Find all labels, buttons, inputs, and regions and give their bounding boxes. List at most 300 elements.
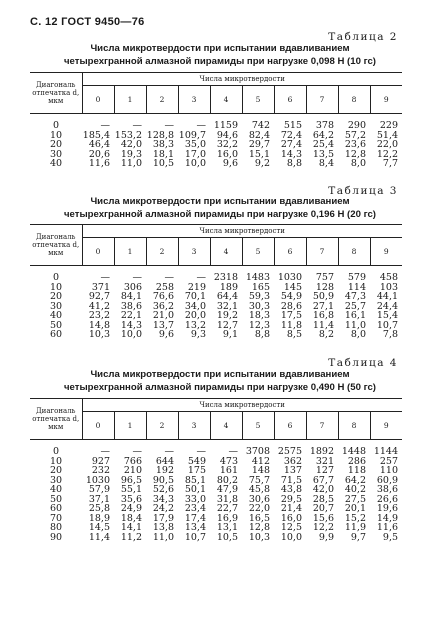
value-cell: 26,6 (376, 493, 399, 505)
diagonal-cell: 60 (49, 503, 63, 514)
value-cell: 17,9 (152, 512, 174, 524)
diagonal-cell: 0 (52, 120, 60, 131)
value-cell: 9,1 (222, 329, 238, 340)
value-cell: 137 (283, 465, 302, 476)
column-header: 3 (178, 238, 210, 266)
group-header: Числа микротвердости (82, 399, 402, 412)
value-cell: 766 (123, 455, 142, 467)
value-cell: 12,5 (280, 522, 302, 533)
value-cell: 16,0 (216, 148, 238, 160)
value-cell: 15,1 (248, 148, 270, 160)
microhardness-table-3 (30, 224, 402, 340)
value-cell: 10,3 (248, 531, 270, 543)
value-cell: 22,7 (216, 503, 238, 514)
value-cell: 27,5 (344, 493, 366, 505)
value-cell: 24,4 (376, 300, 399, 312)
table-3-label: Таблица 3 (328, 185, 398, 197)
value-cell: 14,3 (280, 148, 302, 160)
value-cell: 127 (315, 465, 334, 476)
value-cell: 757 (315, 272, 334, 283)
column-header: 1 (114, 86, 146, 114)
value-cell: 362 (283, 455, 302, 467)
value-cell: 128,8 (146, 129, 174, 141)
value-cell: 549 (187, 455, 206, 467)
value-cell: 7,7 (382, 158, 399, 169)
value-cell: 192 (155, 465, 174, 476)
value-cell: 92,7 (88, 291, 110, 302)
value-cell: 14,3 (120, 319, 142, 331)
value-cell: 12,8 (344, 148, 366, 160)
value-cell: 64,2 (344, 474, 366, 486)
value-cell: 13,4 (184, 522, 206, 533)
value-cell: 14,5 (88, 522, 110, 533)
value-cell: 11,0 (344, 319, 366, 331)
diagonal-cell: 20 (49, 465, 63, 476)
value-cell: 12,7 (216, 319, 238, 331)
value-cell: 8,4 (318, 158, 334, 169)
table-2-title-line1: Числа микротвердости при испытании вдавливанием (90, 43, 350, 54)
column-header: 2 (146, 238, 178, 266)
value-cell: 257 (379, 455, 399, 467)
diagonal-cell: 10 (49, 281, 63, 293)
value-cell: 8,5 (286, 329, 302, 340)
value-cell: 15,2 (344, 512, 366, 524)
value-cell: 24,2 (152, 503, 174, 514)
value-cell: 10,5 (216, 531, 238, 543)
value-cell: 60,9 (376, 474, 399, 486)
column-header: 4 (210, 86, 242, 114)
value-cell: — (132, 272, 142, 283)
value-cell: 51,4 (376, 129, 399, 141)
column-header: 1 (114, 238, 146, 266)
value-cell: 742 (251, 120, 270, 131)
value-cell: 71,5 (280, 474, 302, 486)
value-cell: 219 (187, 281, 206, 293)
value-cell: 67,7 (312, 474, 334, 486)
value-cell: — (164, 446, 174, 457)
value-cell: 229 (379, 120, 399, 131)
value-cell: 3708 (245, 446, 270, 457)
value-cell: 11,4 (312, 319, 334, 331)
value-cell: 7,8 (382, 329, 399, 340)
value-cell: 321 (315, 455, 334, 467)
value-cell: 9,3 (190, 329, 206, 340)
value-cell: 10,0 (184, 158, 206, 169)
diagonal-cell: 10 (49, 129, 63, 141)
value-cell: 38,3 (152, 139, 174, 150)
value-cell: 22,1 (120, 310, 142, 321)
diagonal-cell: 10 (49, 455, 63, 467)
diagonal-cell: 70 (49, 512, 63, 524)
table-row (30, 533, 402, 543)
value-cell: — (164, 120, 174, 131)
value-cell: — (228, 446, 238, 457)
value-cell: 34,0 (184, 300, 206, 312)
value-cell: 114 (347, 281, 366, 293)
table-2-title-line2: четырехгранной алмазной пирамиды при нагрузке 0,098 Н (10 гс) (63, 56, 376, 67)
table-row (30, 523, 402, 533)
value-cell: 10,5 (152, 158, 174, 169)
value-cell: 175 (187, 465, 206, 476)
value-cell: 110 (379, 465, 399, 476)
value-cell: 118 (347, 465, 366, 476)
value-cell: 16,9 (216, 512, 238, 524)
column-header: 8 (338, 412, 370, 440)
diagonal-cell: 40 (49, 484, 63, 495)
column-header: 6 (274, 238, 306, 266)
value-cell: 30,6 (248, 493, 270, 505)
value-cell: 47,3 (344, 291, 366, 302)
column-header: 3 (178, 86, 210, 114)
value-cell: 37,1 (88, 493, 110, 505)
table-row (30, 457, 402, 467)
value-cell: 38,6 (376, 484, 399, 495)
value-cell: 10,3 (88, 329, 110, 340)
diagonal-cell: 30 (49, 474, 63, 486)
value-cell: 189 (219, 281, 238, 293)
value-cell: 11,0 (120, 158, 142, 169)
column-header: 3 (178, 412, 210, 440)
value-cell: 15,4 (376, 310, 399, 321)
column-header: 7 (306, 412, 338, 440)
column-header: 2 (146, 86, 178, 114)
table-row (30, 273, 402, 283)
value-cell: 23,6 (344, 139, 366, 150)
value-cell: 14,8 (88, 319, 110, 331)
diagonal-cell: 60 (49, 329, 63, 340)
value-cell: 22,0 (376, 139, 399, 150)
value-cell: 27,4 (280, 139, 302, 150)
value-cell: 473 (219, 455, 238, 467)
value-cell: — (132, 120, 142, 131)
value-cell: 10,7 (376, 319, 399, 331)
value-cell: 41,2 (88, 300, 110, 312)
value-cell: — (196, 446, 206, 457)
value-cell: 18,4 (120, 512, 142, 524)
column-header: 4 (210, 412, 242, 440)
value-cell: 371 (91, 281, 110, 293)
value-cell: 29,7 (248, 139, 270, 150)
value-cell: 70,1 (184, 291, 206, 302)
value-cell: 45,8 (248, 484, 270, 495)
value-cell: — (100, 272, 110, 283)
group-header: Числа микротвердости (82, 225, 402, 238)
table-3-title-line2: четырехгранной алмазной пирамиды при нагрузке 0,196 Н (20 гс) (63, 209, 376, 220)
value-cell: 42,0 (312, 484, 334, 495)
value-cell: 80,2 (216, 474, 238, 486)
value-cell: 2318 (213, 272, 238, 283)
column-header: 8 (338, 238, 370, 266)
diagonal-cell: 40 (49, 158, 63, 169)
value-cell: 14,9 (376, 512, 399, 524)
value-cell: 19,3 (120, 148, 142, 160)
diagonal-cell: 90 (49, 531, 63, 543)
diagonal-cell: 30 (49, 300, 63, 312)
value-cell: 36,2 (152, 300, 174, 312)
value-cell: 8,8 (254, 329, 270, 340)
value-cell: 28,5 (312, 493, 334, 505)
value-cell: 75,7 (248, 474, 270, 486)
value-cell: 57,9 (88, 484, 110, 495)
value-cell: 185,4 (82, 129, 110, 141)
value-cell: 20,7 (312, 503, 334, 514)
column-header: 6 (274, 86, 306, 114)
value-cell: 12,8 (248, 522, 270, 533)
value-cell: 46,4 (88, 139, 110, 150)
column-header: 0 (82, 238, 114, 266)
row-header: Диагональ отпечатка d, мкм (30, 225, 82, 266)
value-cell: 55,1 (120, 484, 142, 495)
value-cell: 14,1 (120, 522, 142, 533)
value-cell: 34,3 (152, 493, 174, 505)
value-cell: 32,1 (216, 300, 238, 312)
diagonal-cell: 20 (49, 139, 63, 150)
value-cell: 82,4 (248, 129, 270, 141)
value-cell: 33,0 (184, 493, 206, 505)
row-header: Диагональ отпечатка d, мкм (30, 399, 82, 440)
page-header: С. 12 ГОСТ 9450—76 (30, 16, 145, 28)
diagonal-cell: 0 (52, 272, 60, 283)
value-cell: 90,5 (152, 474, 174, 486)
value-cell: 1144 (373, 446, 399, 457)
value-cell: 458 (379, 272, 399, 283)
table-row (30, 321, 402, 331)
diagonal-cell: 20 (49, 291, 63, 302)
value-cell: 9,2 (254, 158, 270, 169)
value-cell: 21,0 (152, 310, 174, 321)
table-4-label: Таблица 4 (328, 357, 398, 369)
value-cell: 25,8 (88, 503, 110, 514)
value-cell: 8,8 (286, 158, 302, 169)
value-cell: 1030 (85, 474, 110, 486)
value-cell: 1030 (277, 272, 302, 283)
value-cell: 32,2 (216, 139, 238, 150)
table-4-title-line1: Числа микротвердости при испытании вдавливанием (90, 369, 350, 380)
value-cell: 579 (347, 272, 366, 283)
value-cell: 11,0 (152, 531, 174, 543)
value-cell: 13,8 (152, 522, 174, 533)
value-cell: 43,8 (280, 484, 302, 495)
value-cell: 16,1 (344, 310, 366, 321)
value-cell: 232 (91, 465, 110, 476)
value-cell: 27,1 (312, 300, 334, 312)
column-header: 9 (370, 86, 402, 114)
value-cell: 28,6 (280, 300, 302, 312)
value-cell: 24,9 (120, 503, 142, 514)
column-header: 0 (82, 86, 114, 114)
value-cell: 9,9 (318, 531, 334, 543)
column-header: 4 (210, 238, 242, 266)
value-cell: 35,6 (120, 493, 142, 505)
diagonal-cell: 40 (49, 310, 63, 321)
value-cell: 96,5 (120, 474, 142, 486)
value-cell: — (100, 120, 110, 131)
value-cell: 109,7 (178, 129, 206, 141)
table-row (30, 330, 402, 340)
value-cell: 306 (123, 281, 142, 293)
value-cell: 12,2 (312, 522, 334, 533)
value-cell: 64,2 (312, 129, 334, 141)
value-cell: 12,3 (248, 319, 270, 331)
value-cell: 20,6 (88, 148, 110, 160)
value-cell: 64,4 (216, 291, 238, 302)
value-cell: 644 (155, 455, 174, 467)
value-cell: 18,3 (248, 310, 270, 321)
value-cell: 44,1 (376, 291, 399, 302)
value-cell: 59,3 (248, 291, 270, 302)
value-cell: 10,7 (184, 531, 206, 543)
value-cell: 148 (251, 465, 270, 476)
microhardness-table-4 (30, 398, 402, 542)
value-cell: 8,0 (350, 329, 366, 340)
value-cell: 30,3 (248, 300, 270, 312)
value-cell: 38,6 (120, 300, 142, 312)
value-cell: 1483 (245, 272, 270, 283)
value-cell: 13,1 (216, 522, 238, 533)
value-cell: 19,6 (376, 503, 399, 514)
diagonal-cell: 50 (49, 319, 63, 331)
column-header: 5 (242, 86, 274, 114)
value-cell: 23,4 (184, 503, 206, 514)
value-cell: 20,0 (184, 310, 206, 321)
value-cell: 47,9 (216, 484, 238, 495)
value-cell: 15,6 (312, 512, 334, 524)
column-header: 0 (82, 412, 114, 440)
value-cell: 50,9 (312, 291, 334, 302)
value-cell: 12,2 (376, 148, 399, 160)
value-cell: 2575 (277, 446, 302, 457)
column-header: 7 (306, 86, 338, 114)
table-4-title-line2: четырехгранной алмазной пирамиды при нагрузке 0,490 Н (50 гс) (63, 382, 376, 393)
table-row (30, 150, 402, 160)
table-row (30, 447, 402, 457)
value-cell: 85,1 (184, 474, 206, 486)
value-cell: 290 (347, 120, 366, 131)
value-cell: 35,0 (184, 139, 206, 150)
value-cell: 286 (347, 455, 366, 467)
value-cell: 50,1 (184, 484, 206, 495)
column-header: 9 (370, 412, 402, 440)
value-cell: 31,8 (216, 493, 238, 505)
column-header: 5 (242, 238, 274, 266)
table-3-title-line1: Числа микротвердости при испытании вдавливанием (90, 196, 350, 207)
value-cell: 18,9 (88, 512, 110, 524)
value-cell: 1159 (213, 120, 238, 131)
value-cell: 1448 (341, 446, 366, 457)
value-cell: 8,2 (318, 329, 334, 340)
column-header: 9 (370, 238, 402, 266)
value-cell: 258 (155, 281, 174, 293)
value-cell: — (100, 446, 110, 457)
value-cell: 42,0 (120, 139, 142, 150)
row-header: Диагональ отпечатка d, мкм (30, 73, 82, 114)
value-cell: 16,0 (280, 512, 302, 524)
value-cell: 11,6 (376, 522, 399, 533)
value-cell: 11,2 (120, 531, 142, 543)
value-cell: 412 (251, 455, 270, 467)
value-cell: 927 (91, 455, 110, 467)
table-row (30, 159, 402, 169)
value-cell: 9,7 (350, 531, 366, 543)
value-cell: 54,9 (280, 291, 302, 302)
value-cell: 16,5 (248, 512, 270, 524)
diagonal-cell: 80 (49, 522, 63, 533)
value-cell: 25,4 (312, 139, 334, 150)
table-2-label: Таблица 2 (328, 31, 398, 43)
value-cell: 8,0 (350, 158, 366, 169)
value-cell: 23,2 (88, 310, 110, 321)
value-cell: 25,7 (344, 300, 366, 312)
diagonal-cell: 50 (49, 493, 63, 505)
value-cell: 11,4 (88, 531, 110, 543)
value-cell: 210 (123, 465, 142, 476)
value-cell: 9,5 (382, 531, 399, 543)
value-cell: 9,6 (158, 329, 174, 340)
value-cell: 11,8 (280, 319, 302, 331)
column-header: 2 (146, 412, 178, 440)
value-cell: 40,2 (344, 484, 366, 495)
value-cell: 21,4 (280, 503, 302, 514)
value-cell: 11,9 (344, 522, 366, 533)
value-cell: 153,2 (114, 129, 142, 141)
microhardness-table-2 (30, 72, 402, 169)
value-cell: 11,6 (88, 158, 110, 169)
group-header: Числа микротвердости (82, 73, 402, 86)
value-cell: 145 (283, 281, 302, 293)
value-cell: 165 (251, 281, 270, 293)
value-cell: 57,2 (344, 129, 366, 141)
value-cell: 18,1 (152, 148, 174, 160)
column-header: 5 (242, 412, 274, 440)
value-cell: 378 (315, 120, 334, 131)
value-cell: 20,1 (344, 503, 366, 514)
value-cell: 76,6 (152, 291, 174, 302)
value-cell: 128 (315, 281, 334, 293)
value-cell: 84,1 (120, 291, 142, 302)
value-cell: — (164, 272, 174, 283)
value-cell: 29,5 (280, 493, 302, 505)
value-cell: — (196, 272, 206, 283)
column-header: 8 (338, 86, 370, 114)
value-cell: 1892 (309, 446, 334, 457)
diagonal-cell: 30 (49, 148, 63, 160)
value-cell: 161 (219, 465, 238, 476)
value-cell: 17,0 (184, 148, 206, 160)
value-cell: 103 (379, 281, 399, 293)
column-header: 7 (306, 238, 338, 266)
value-cell: 22,0 (248, 503, 270, 514)
value-cell: 17,4 (184, 512, 206, 524)
value-cell: 13,5 (312, 148, 334, 160)
value-cell: 52,6 (152, 484, 174, 495)
value-cell: 13,2 (184, 319, 206, 331)
value-cell: 16,8 (312, 310, 334, 321)
column-header: 6 (274, 412, 306, 440)
value-cell: 94,6 (216, 129, 238, 141)
value-cell: 19,2 (216, 310, 238, 321)
value-cell: 515 (283, 120, 302, 131)
value-cell: 13,7 (152, 319, 174, 331)
value-cell: 10,0 (120, 329, 142, 340)
value-cell: 72,4 (280, 129, 302, 141)
value-cell: 9,6 (222, 158, 238, 169)
value-cell: — (196, 120, 206, 131)
diagonal-cell: 0 (52, 446, 60, 457)
value-cell: 17,5 (280, 310, 302, 321)
value-cell: — (132, 446, 142, 457)
value-cell: 10,0 (280, 531, 302, 543)
column-header: 1 (114, 412, 146, 440)
